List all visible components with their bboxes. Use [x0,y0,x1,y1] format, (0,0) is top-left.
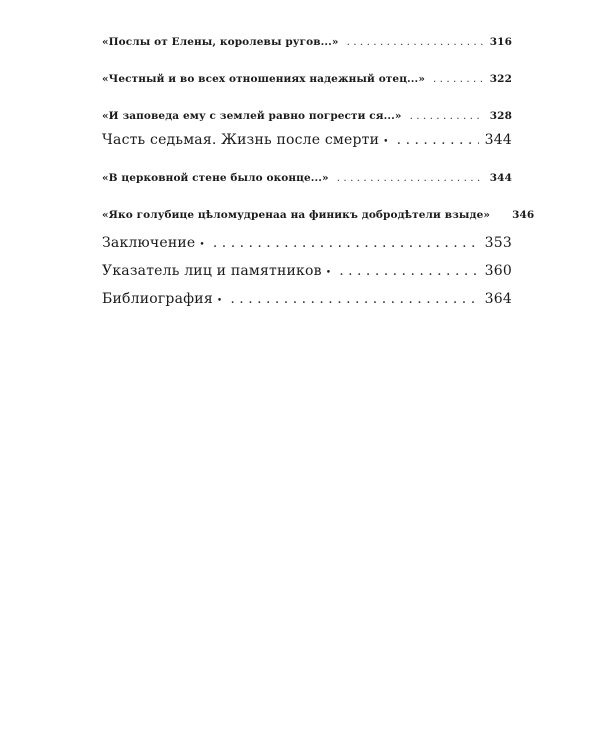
toc-entry-title: «Послы от Елены, королевы ругов...» [102,36,339,48]
toc-entry-title: Указатель лиц и памятников [102,263,322,279]
toc-entry-page: 322 [489,73,512,85]
dot-leader [339,263,478,279]
toc-entry-golubice [102,209,535,221]
dot-leader [230,291,478,307]
toc-entry-title: «В церковной стене было оконце...» [102,172,329,184]
toc-entry-chestny [102,73,512,85]
toc-entry-page: 360 [484,263,512,279]
toc-entry-page: 344 [489,172,512,184]
dot-leader [397,132,479,148]
toc-entry-page: 353 [484,235,512,251]
toc-entry-okonce [102,172,512,184]
toc-entry-title: «Яко голубице цѣломудренаа на финикъ добродѣтели взыде» [102,209,491,221]
bullet-icon: • [199,240,205,250]
toc-entry-page: 328 [489,110,512,122]
dot-leader [433,73,484,85]
toc-entry-page: 346 [512,209,535,221]
toc-entry-page: 364 [484,291,512,307]
toc-entry-part-seven [102,132,512,148]
dot-leader [213,235,479,251]
toc-entry-page: 344 [484,132,512,148]
dot-leader [347,36,484,48]
toc-entry-title: «Честный и во всех отношениях надежный отец...» [102,73,425,85]
dot-leader [337,172,484,184]
toc-entry-title: «И заповеда ему с землей равно погрести ся...» [102,110,402,122]
bullet-icon: • [383,137,389,147]
bullet-icon: • [325,268,332,278]
bullet-icon: • [216,296,223,306]
toc-entry-title: Заключение [102,235,196,251]
toc-entry-page: 316 [489,36,512,48]
toc-entry-ukazatel [102,263,512,279]
toc-entry-bibliografiya [102,291,512,307]
toc-entry-title: Библиография [102,291,213,307]
dot-leader [410,110,484,122]
toc-entry-zaklyuchenie [102,235,512,251]
toc-entry-zapoveda [102,110,512,122]
toc-entry-posly [102,36,512,48]
toc-entry-title: Часть седьмая. Жизнь после смерти [102,132,380,148]
